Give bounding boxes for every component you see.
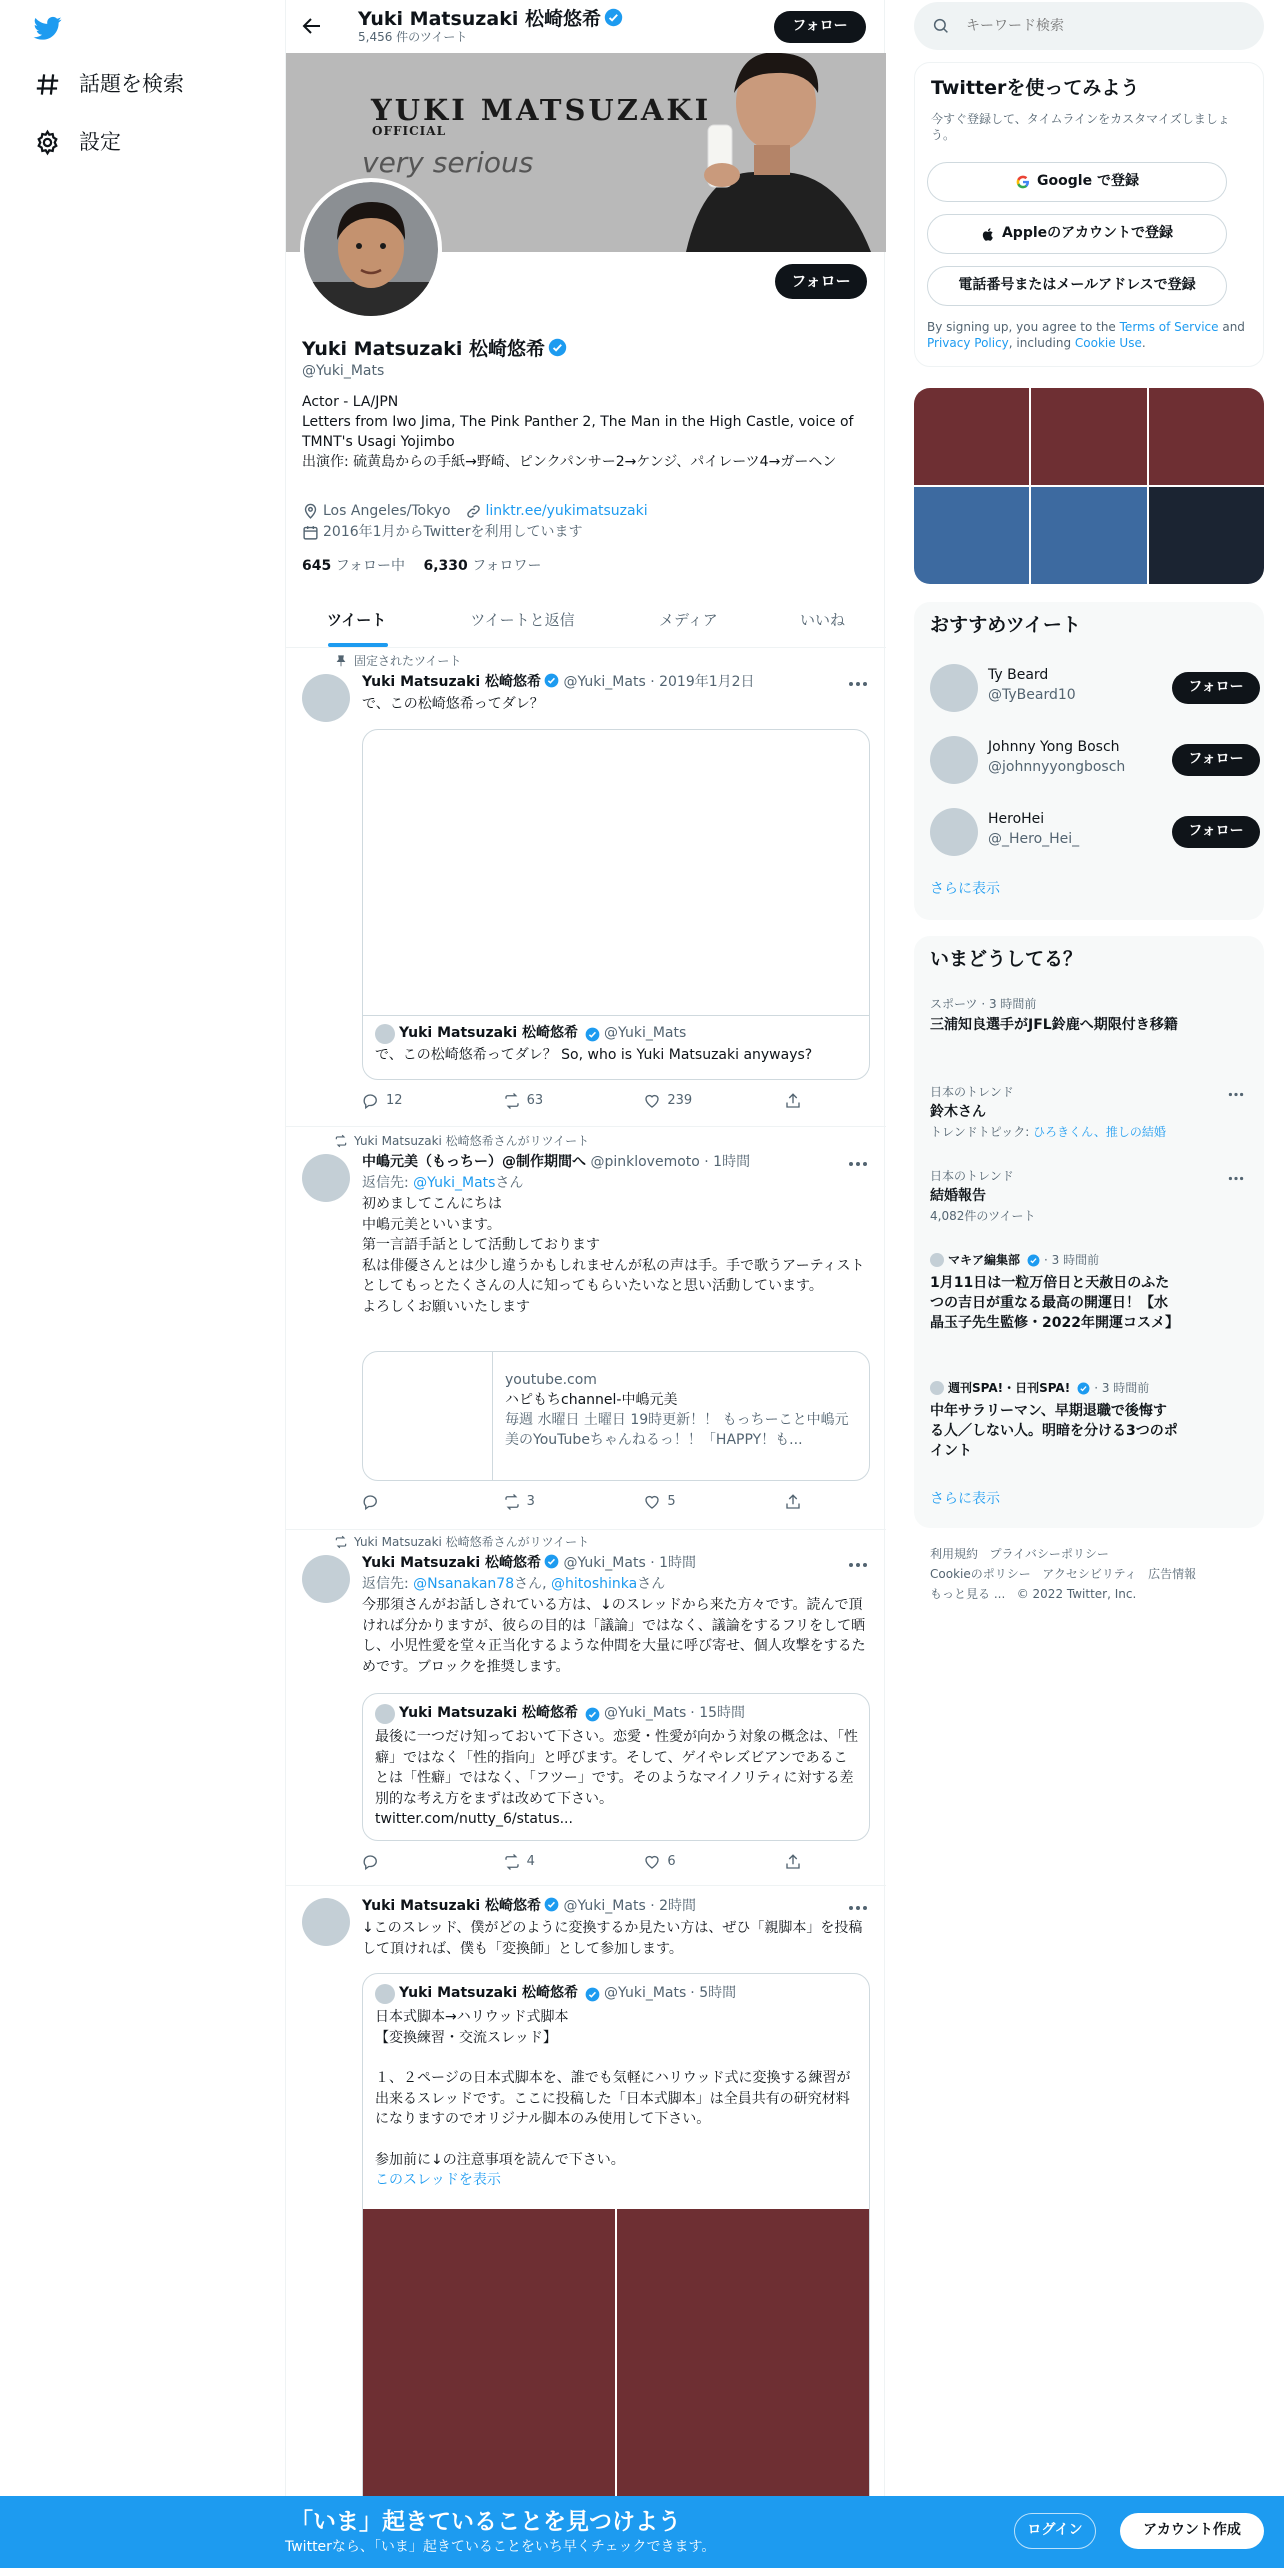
tweet-text: ↓このスレッド、僕がどのように変換するか見たい方は、ぜひ「親脚本」を投稿して頂ければ、僕も「変換師」として参加します。 — [362, 1920, 863, 1957]
who-to-follow-title: おすすめツイート — [930, 614, 1081, 636]
profile-follow-button[interactable]: フォロー — [775, 264, 867, 299]
avatar — [930, 808, 978, 856]
trend-news-item[interactable] — [930, 1252, 1250, 1333]
footer-cookie-link[interactable]: Cookieのポリシー — [930, 1567, 1031, 1581]
avatar — [930, 1381, 944, 1395]
tweet-context: 固定されたツイート — [334, 653, 461, 670]
bottom-bar-subtitle: Twitterなら、「いま」起きていることをいち早くチェックできます。 — [285, 2539, 716, 2555]
twitter-logo-icon[interactable] — [32, 14, 64, 42]
footer-copyright: © 2022 Twitter, Inc. — [1016, 1587, 1137, 1601]
nav-settings[interactable] — [34, 128, 121, 157]
show-more-link[interactable]: さらに表示 — [930, 881, 1000, 897]
pin-icon — [334, 654, 348, 668]
link-card-description: 毎週 水曜日 土曜日 19時更新！！ もっちーこと中嶋元美のYouTubeちゃんねるっ！！「HAPPY！も... — [505, 1412, 849, 1448]
avatar — [930, 664, 978, 712]
search-bar[interactable] — [914, 2, 1264, 50]
retweet-icon — [503, 1853, 521, 1871]
tweet-count: 5,456 件のツイート — [358, 30, 468, 44]
quote-tweet[interactable] — [362, 1693, 870, 1841]
trend-title: 結婚報告 — [930, 1187, 986, 1204]
tweet-header: Yuki Matsuzaki 松崎悠希 @Yuki_Mats · 2019年1月2日 — [362, 674, 755, 690]
more-icon[interactable] — [848, 1161, 868, 1167]
more-icon[interactable] — [848, 681, 868, 687]
media-thumbnail[interactable] — [1031, 487, 1146, 584]
profile-bio — [302, 392, 870, 472]
retweet-icon — [334, 1134, 348, 1148]
verified-badge-icon — [544, 1897, 559, 1912]
quote-media — [363, 730, 869, 1016]
footer-privacy-link[interactable]: プライバシーポリシー — [989, 1547, 1109, 1561]
trend-item[interactable] — [930, 1168, 1250, 1225]
follow-suggestion[interactable] — [930, 660, 1250, 720]
news-source: 週刊SPA!・日刊SPA! · 3 時間前 — [930, 1380, 1250, 1397]
following-link[interactable]: 645 フォロー中 — [302, 558, 405, 574]
heart-icon — [643, 1493, 661, 1511]
verified-badge-icon — [585, 1987, 600, 2002]
quote-text: 日本式脚本→ハリウッド式脚本 【変換練習・交流スレッド】 １、２ページの日本式脚本を、誰でも気軽にハリウッド式に変換する練習が出来るスレッドです。ここに投稿した「日本式脚本」は全員共有の研究材料になりますのでオリジナル脚本のみ使用して下さい。 参加前に↓の注意事項を読んで下さい。 このスレッドを表示 — [375, 2007, 859, 2191]
reply-to-link[interactable]: @hitoshinka — [551, 1576, 638, 1592]
reply-to-link[interactable]: @Nsanakan78 — [413, 1576, 515, 1592]
location-pin-icon — [302, 503, 319, 520]
tweet-header: Yuki Matsuzaki 松崎悠希 @Yuki_Mats · 1時間 — [362, 1555, 697, 1571]
avatar[interactable] — [302, 1555, 350, 1603]
retweet-button[interactable]: 63 — [503, 1092, 598, 1110]
profile-avatar[interactable] — [300, 178, 442, 320]
news-source: マキア編集部 · 3 時間前 — [930, 1252, 1250, 1269]
follow-suggestion[interactable] — [930, 804, 1250, 864]
bottom-bar-title: 「いま」起きていることを見つけよう — [290, 2509, 681, 2535]
tweet-context: Yuki Matsuzaki 松崎悠希さんがリツイート — [334, 1133, 589, 1150]
suggestion-handle: @TyBeard10 — [988, 687, 1076, 703]
news-title: 中年サラリーマン、早期退職で後悔する人／しない人。明暗を分ける3つのポイント — [930, 1402, 1178, 1459]
banner-official: OFFICIAL — [372, 124, 447, 138]
tweet-actions — [362, 1092, 802, 1110]
media-thumbnail[interactable] — [914, 388, 1029, 485]
retweet-button[interactable]: 3 — [503, 1493, 598, 1511]
reply-to-link[interactable]: @Yuki_Mats — [413, 1175, 496, 1191]
bottom-signup-bar — [0, 2496, 1284, 2568]
profile-link[interactable]: linktr.ee/yukimatsuzaki — [485, 503, 648, 519]
trend-news-item[interactable] — [930, 1380, 1250, 1461]
search-icon — [932, 17, 950, 35]
trend-item[interactable] — [930, 996, 1250, 1035]
tweet-retweeted-1[interactable] — [286, 1127, 886, 1529]
media-thumbnail[interactable] — [1149, 388, 1264, 485]
trends-title: いまどうしてる？ — [930, 948, 1083, 970]
media-grid — [914, 388, 1264, 584]
nav-settings-label: 設定 — [79, 130, 121, 154]
trend-title: 鈴木さん — [930, 1103, 986, 1120]
link-card-title: ハピもちchannel-中嶋元美 — [505, 1392, 678, 1408]
tweet-header: Yuki Matsuzaki 松崎悠希 @Yuki_Mats · 2時間 — [362, 1898, 697, 1914]
verified-badge-icon — [548, 338, 567, 357]
tweet-context: Yuki Matsuzaki 松崎悠希さんがリツイート — [334, 1534, 589, 1551]
nav-explore-label: 話題を検索 — [79, 72, 184, 96]
news-title: 1月11日は一粒万倍日と天赦日のふたつの吉日が重なる最高の開運日！【水晶玉子先生監修・2022年開運コスメ】 — [930, 1274, 1179, 1331]
trend-item[interactable] — [930, 1084, 1250, 1141]
who-to-follow-panel — [914, 602, 1264, 920]
tweet-actions — [362, 1493, 802, 1511]
reply-icon — [362, 1092, 380, 1110]
media-thumbnail[interactable] — [914, 487, 1029, 584]
bio-line: Letters from Iwo Jima, The Pink Panther 2, The Man in the High Castle, voice of TMNT's Usagi Yojimbo — [302, 414, 854, 450]
avatar[interactable] — [302, 1154, 350, 1202]
media-thumbnail[interactable] — [1031, 388, 1146, 485]
banner-title: YUKI MATSUZAKI — [371, 93, 712, 127]
nav-explore[interactable] — [34, 70, 184, 99]
reply-button[interactable] — [362, 1493, 457, 1511]
more-icon[interactable] — [1228, 1092, 1244, 1097]
trend-meta: スポーツ · 3 時間前 — [930, 997, 1037, 1011]
reply-icon — [362, 1493, 380, 1511]
footer-ads-link[interactable]: 広告情報 — [1148, 1567, 1197, 1581]
google-signup-button[interactable]: Google で登録 — [927, 162, 1227, 202]
banner-tagline: very serious — [362, 146, 534, 179]
apple-icon — [981, 227, 996, 242]
trends-panel — [914, 936, 1264, 1528]
tab-likes[interactable]: いいね — [799, 611, 845, 629]
tweet-text: で、この松崎悠希ってダレ？ — [362, 696, 544, 712]
suggestion-name: HeroHei — [988, 811, 1045, 827]
suggestion-name: Johnny Yong Bosch — [988, 739, 1120, 755]
avatar — [930, 736, 978, 784]
quote-tweet[interactable] — [362, 1973, 870, 2568]
more-icon[interactable] — [848, 1905, 868, 1911]
follow-button[interactable]: フォロー — [1172, 816, 1260, 848]
retweet-icon — [503, 1493, 521, 1511]
verified-badge-icon — [1077, 1382, 1090, 1395]
cookie-link[interactable]: Cookie Use — [1074, 336, 1142, 350]
like-button[interactable]: 239 — [643, 1092, 738, 1110]
retweet-icon — [503, 1092, 521, 1110]
trends-show-more-link[interactable]: さらに表示 — [930, 1491, 1000, 1507]
tweet-retweeted-2[interactable] — [286, 1530, 886, 1885]
quote-text: 最後に一つだけ知っておいて下さい。恋愛・性愛が向かう対象の概念は、「性癖」ではなく「性的指向」と呼びます。そして、ゲイやレズビアンであることは「性癖」ではなく、「フツー」です。そのようなマイノリティに対する差別的な考え方をまずは改めて下さい。 twitter.com/nutty_6/status... — [375, 1727, 859, 1830]
avatar — [375, 1984, 395, 2004]
verified-badge-icon — [604, 8, 623, 27]
banner-portrait — [646, 53, 886, 252]
link-card-domain: youtube.com — [505, 1372, 597, 1388]
signup-panel — [914, 62, 1264, 367]
link-icon — [465, 503, 482, 520]
signup-subtitle: 今すぐ登録して、タイムラインをカスタマイズしましょう。 — [931, 112, 1230, 142]
avatar — [930, 1253, 944, 1267]
verified-badge-icon — [544, 673, 559, 688]
profile-tabs — [286, 594, 886, 648]
apple-signup-button[interactable]: Appleのアカウントで登録 — [927, 214, 1227, 254]
footer-terms-link[interactable]: 利用規約 — [930, 1547, 979, 1561]
quote-text: で、この松崎悠希ってダレ？ So, who is Yuki Matsuzaki anyways? — [375, 1047, 813, 1063]
follow-button[interactable]: フォロー — [1172, 672, 1260, 704]
trend-meta: 日本のトレンド — [930, 1169, 1014, 1183]
verified-badge-icon — [585, 1707, 600, 1722]
like-button[interactable]: 6 — [643, 1853, 738, 1871]
footer-accessibility-link[interactable]: アクセシビリティ — [1042, 1567, 1137, 1581]
suggestion-handle: @johnnyyongbosch — [988, 759, 1126, 775]
more-icon[interactable] — [1228, 1176, 1244, 1181]
tweet-actions — [362, 1853, 802, 1871]
quote-header: Yuki Matsuzaki 松崎悠希 @Yuki_Mats · 5時間 — [375, 1984, 736, 2004]
login-button[interactable]: ログイン — [1014, 2513, 1096, 2549]
link-card-thumbnail — [363, 1352, 493, 1480]
footer-links — [930, 1544, 1250, 1604]
quote-link[interactable]: twitter.com/nutty_6/status... — [375, 1811, 573, 1827]
avatar — [375, 1704, 395, 1724]
trend-topic: トレンドトピック: ひろきくん、推しの結婚 — [930, 1125, 1166, 1140]
gear-icon — [34, 129, 61, 156]
tab-media[interactable]: メディア — [658, 611, 718, 629]
link-card[interactable] — [362, 1351, 870, 1481]
back-arrow-icon[interactable] — [300, 14, 324, 38]
verified-badge-icon — [585, 1027, 600, 1042]
more-icon[interactable] — [848, 1562, 868, 1568]
hashtag-icon — [34, 71, 61, 98]
create-account-button[interactable]: アカウント作成 — [1120, 2513, 1264, 2549]
tab-tweets-replies[interactable]: ツイートと返信 — [470, 611, 575, 629]
reply-to: 返信先: @Yuki_Matsさん — [362, 1175, 524, 1191]
avatar[interactable] — [302, 1898, 350, 1946]
trend-meta: 日本のトレンド — [930, 1085, 1014, 1099]
retweet-icon — [334, 1535, 348, 1549]
tweet-text: 初めましてこんにちは 中嶋元美といいます。 第一言語手話として活動しております 私は俳優さんとは少し違うかもしれませんが私の声は手。手で歌うアーティストとしてもっとたくさんの人に知ってもらいたいなと思い活動しています。 よろしくお願いいたします — [362, 1196, 865, 1315]
like-button[interactable]: 5 — [643, 1493, 738, 1511]
profile-location: Los Angeles/Tokyo linktr.ee/yukimatsuzaki — [302, 502, 648, 522]
heart-icon — [643, 1092, 661, 1110]
quote-header: Yuki Matsuzaki 松崎悠希 @Yuki_Mats · 15時間 — [375, 1704, 745, 1724]
trend-count: 4,082件のツイート — [930, 1209, 1036, 1224]
suggestion-name: Ty Beard — [988, 667, 1049, 683]
header-title: Yuki Matsuzaki 松崎悠希 — [358, 6, 623, 33]
profile-column — [285, 0, 885, 2568]
tab-tweets[interactable]: ツイート — [286, 594, 427, 647]
share-icon — [784, 1092, 802, 1110]
share-button[interactable] — [784, 1092, 802, 1110]
share-button[interactable] — [784, 1493, 802, 1511]
verified-badge-icon — [1027, 1254, 1040, 1267]
avatar — [375, 1024, 395, 1044]
tweet-header: 中嶋元美（もっちー）@制作期間へ @pinklovemoto · 1時間 — [362, 1154, 751, 1170]
reply-button[interactable] — [362, 1853, 457, 1871]
calendar-icon — [302, 524, 319, 541]
quote-tweet[interactable] — [362, 729, 870, 1080]
terms-link[interactable]: Terms of Service — [1119, 320, 1219, 334]
tab-active-indicator — [328, 643, 388, 647]
quote-header: Yuki Matsuzaki 松崎悠希 @Yuki_Mats — [375, 1024, 686, 1044]
share-icon — [784, 1853, 802, 1871]
profile-joined: 2016年1月からTwitterを利用しています — [302, 523, 582, 543]
profile-name: Yuki Matsuzaki 松崎悠希 — [302, 336, 567, 363]
signup-title: Twitterを使ってみよう — [931, 77, 1140, 99]
suggestion-handle: @_Hero_Hei_ — [988, 831, 1080, 847]
bio-line: 出演作: 硫黄島からの手紙→野崎、ピンクパンサー2→ケンジ、パイレーツ4→ガーヘン — [302, 454, 837, 470]
followers-link[interactable]: 6,330 フォロワー — [423, 558, 542, 574]
heart-icon — [643, 1853, 661, 1871]
tweet-text: 今那須さんがお話しされている方は、↓のスレッドから来た方々です。読んで頂ければ分かりますが、彼らの目的は「議論」ではなく、議論をするフリをして晒し、小児性愛を堂々正当化するような仲間を大量に呼び寄せ、個人攻撃をするためです。ブロックを推奨します。 — [362, 1597, 866, 1675]
reply-to: 返信先: @Nsanakan78さん, @hitoshinkaさん — [362, 1576, 666, 1592]
header-follow-button[interactable]: フォロー — [774, 11, 866, 43]
media-thumbnail[interactable] — [1149, 487, 1264, 584]
reply-icon — [362, 1853, 380, 1871]
show-thread-link[interactable]: このスレッドを表示 — [375, 2172, 501, 2188]
profile-handle: @Yuki_Mats — [302, 363, 385, 379]
verified-badge-icon — [544, 1554, 559, 1569]
share-button[interactable] — [784, 1853, 802, 1871]
tweet-thread[interactable] — [286, 1886, 886, 2486]
share-icon — [784, 1493, 802, 1511]
reply-button[interactable]: 12 — [362, 1092, 457, 1110]
avatar[interactable] — [302, 674, 350, 722]
follow-button[interactable]: フォロー — [1172, 744, 1260, 776]
bio-line: Actor - LA/JPN — [302, 394, 399, 410]
follow-suggestion[interactable] — [930, 732, 1250, 792]
follow-stats — [302, 557, 542, 577]
search-input[interactable] — [966, 18, 1226, 34]
retweet-button[interactable]: 4 — [503, 1853, 598, 1871]
google-icon — [1015, 174, 1031, 190]
signup-terms: By signing up, you agree to the Terms of Service and Privacy Policy, including Cookie Use. — [927, 320, 1245, 350]
tweet-pinned[interactable] — [286, 649, 886, 1126]
trend-title: 三浦知良選手がJFL鈴鹿へ期限付き移籍 — [930, 1016, 1178, 1033]
phone-email-signup-button[interactable]: 電話番号またはメールアドレスで登録 — [927, 266, 1227, 306]
footer-more-link[interactable]: もっと見る ... — [930, 1587, 1006, 1601]
privacy-link[interactable]: Privacy Policy — [927, 336, 1009, 350]
